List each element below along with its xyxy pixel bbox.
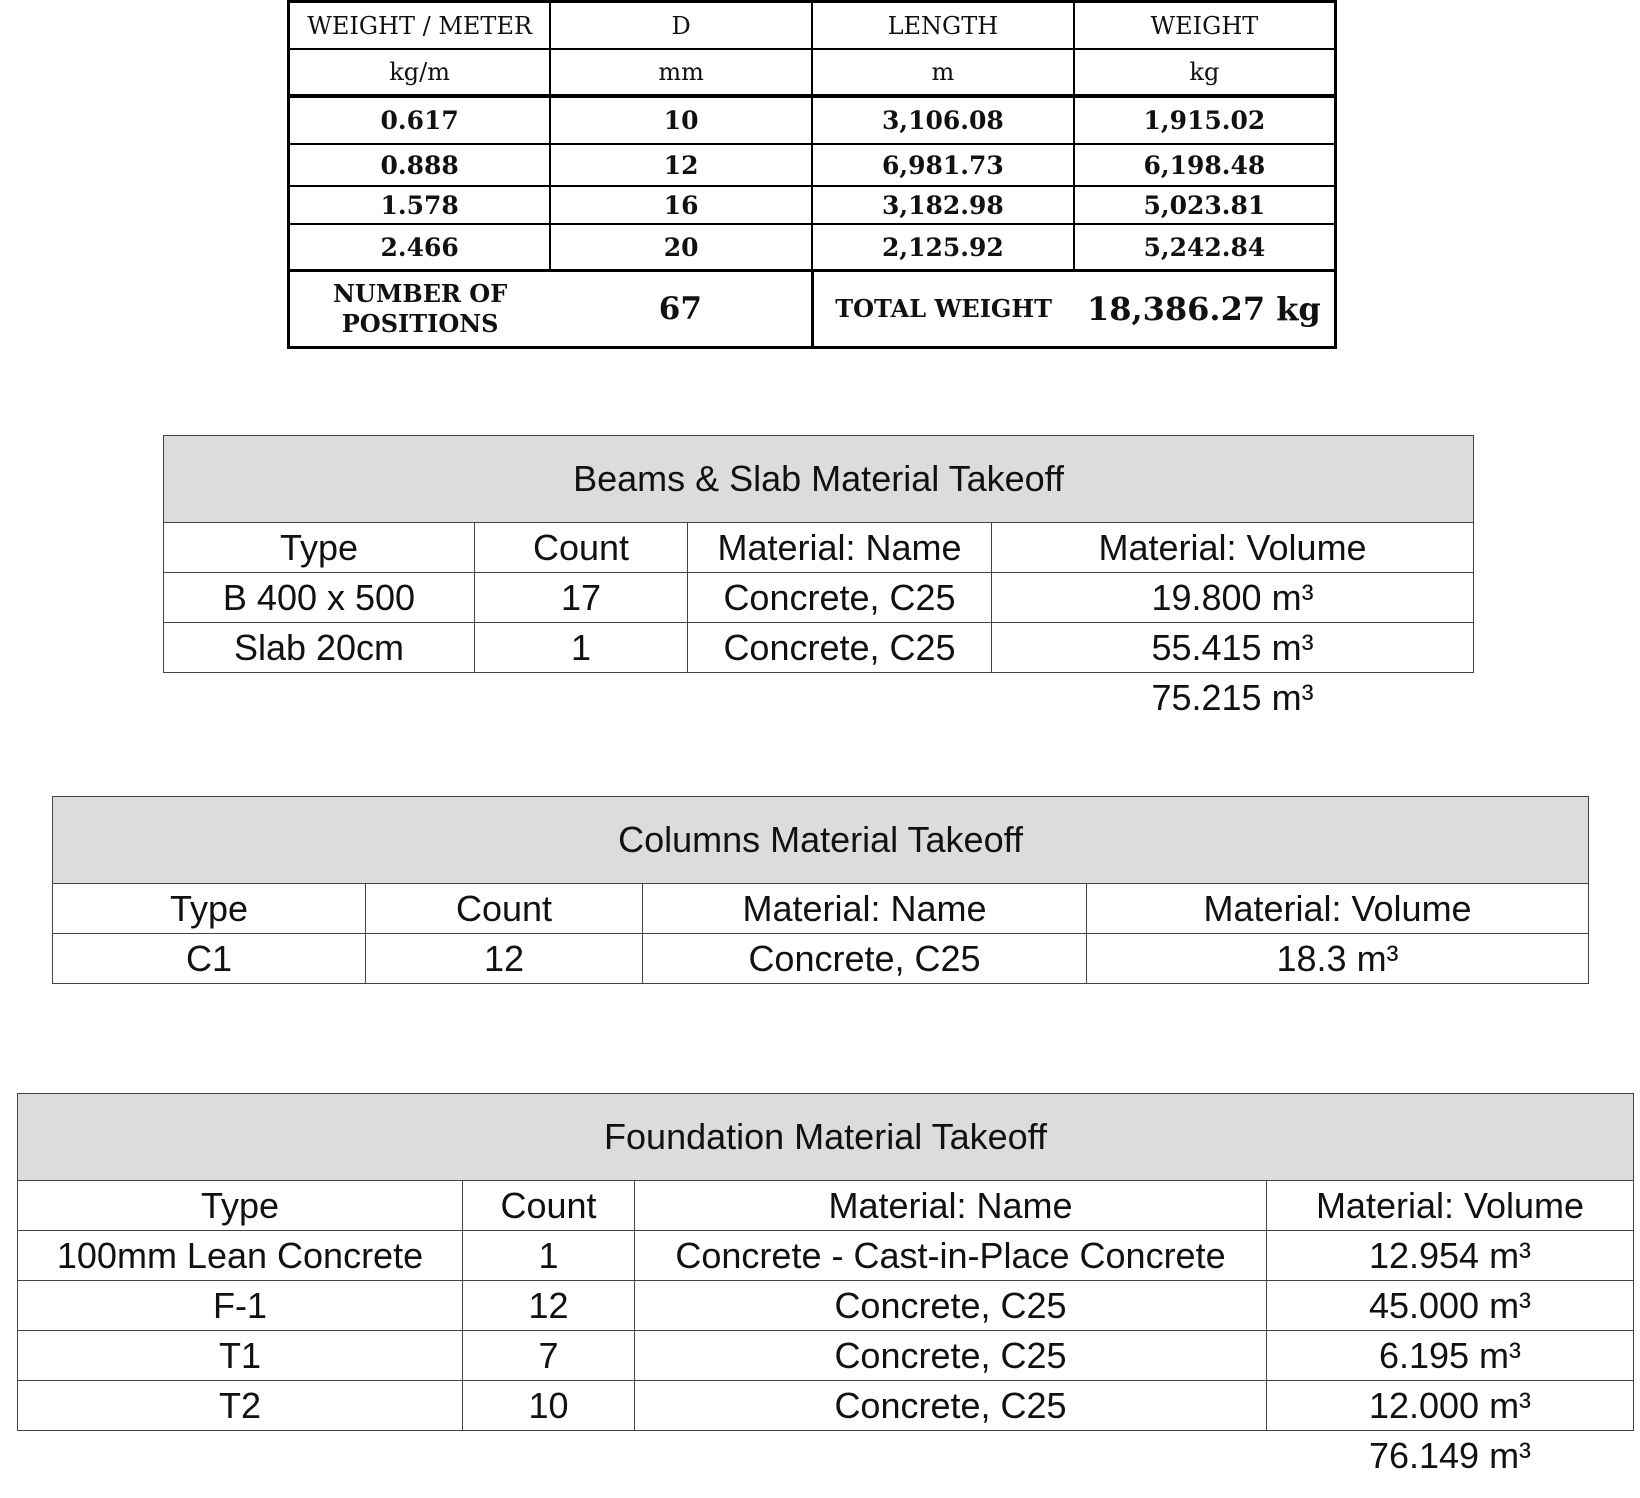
unit-weight: kg <box>1074 49 1336 96</box>
schedule-total-row <box>164 673 1474 723</box>
cell-count: 12 <box>366 934 643 984</box>
schedule-header-row <box>164 523 1474 573</box>
cell-count: 17 <box>475 573 688 623</box>
cell-type: B 400 x 500 <box>164 573 475 623</box>
table-row <box>18 1281 1634 1331</box>
header-material-name: Material: Name <box>688 523 992 573</box>
cell-count: 10 <box>463 1381 635 1431</box>
cell-type: F-1 <box>18 1281 463 1331</box>
empty-cell <box>164 673 475 723</box>
table-row <box>289 96 1336 144</box>
cell-material-volume: 18.3 m³ <box>1087 934 1589 984</box>
rebar-unit-row <box>289 49 1336 96</box>
cell-material-volume: 45.000 m³ <box>1267 1281 1634 1331</box>
schedule-header-row <box>18 1181 1634 1231</box>
cell-type: C1 <box>53 934 366 984</box>
empty-cell <box>688 673 992 723</box>
unit-weight-per-meter: kg/m <box>289 49 551 96</box>
cell-length: 3,182.98 <box>812 186 1074 224</box>
schedule-title-row <box>18 1094 1634 1181</box>
number-of-positions-label <box>289 271 551 348</box>
empty-cell <box>475 673 688 723</box>
rebar-summary-row <box>289 271 1336 348</box>
cell-material-name: Concrete, C25 <box>635 1331 1267 1381</box>
cell-weight: 6,198.48 <box>1074 144 1336 186</box>
header-count: Count <box>475 523 688 573</box>
cell-material-volume: 55.415 m³ <box>992 623 1474 673</box>
cell-type: 100mm Lean Concrete <box>18 1231 463 1281</box>
header-length: LENGTH <box>812 2 1074 50</box>
schedule-title: Columns Material Takeoff <box>53 797 1589 884</box>
empty-cell <box>635 1431 1267 1481</box>
cell-diameter: 16 <box>550 186 812 224</box>
cell-diameter: 12 <box>550 144 812 186</box>
cell-count: 1 <box>463 1231 635 1281</box>
schedule-total-row <box>18 1431 1634 1481</box>
header-type: Type <box>164 523 475 573</box>
cell-weight-per-meter: 0.617 <box>289 96 551 144</box>
cell-material-name: Concrete, C25 <box>643 934 1087 984</box>
cell-material-name: Concrete, C25 <box>635 1381 1267 1431</box>
cell-material-name: Concrete - Cast-in-Place Concrete <box>635 1231 1267 1281</box>
table-row <box>53 934 1589 984</box>
cell-weight: 5,242.84 <box>1074 224 1336 271</box>
table-row <box>164 623 1474 673</box>
table-row <box>289 224 1336 271</box>
cell-material-name: Concrete, C25 <box>688 573 992 623</box>
header-weight-per-meter: WEIGHT / METER <box>289 2 551 50</box>
cell-material-volume: 19.800 m³ <box>992 573 1474 623</box>
table-row <box>289 186 1336 224</box>
cell-material-volume: 6.195 m³ <box>1267 1331 1634 1381</box>
empty-cell <box>463 1431 635 1481</box>
schedule-title: Foundation Material Takeoff <box>18 1094 1634 1181</box>
cell-diameter: 10 <box>550 96 812 144</box>
cell-material-name: Concrete, C25 <box>688 623 992 673</box>
table-row <box>18 1381 1634 1431</box>
header-material-volume: Material: Volume <box>1087 884 1589 934</box>
columns-takeoff-table <box>52 796 1589 984</box>
foundation-takeoff-table <box>17 1093 1634 1480</box>
header-type: Type <box>53 884 366 934</box>
schedule-title-row <box>53 797 1589 884</box>
cell-type: T2 <box>18 1381 463 1431</box>
schedule-title: Beams & Slab Material Takeoff <box>164 436 1474 523</box>
cell-count: 1 <box>475 623 688 673</box>
table-row <box>18 1231 1634 1281</box>
cell-count: 12 <box>463 1281 635 1331</box>
cell-length: 6,981.73 <box>812 144 1074 186</box>
rebar-header-row <box>289 2 1336 50</box>
header-material-name: Material: Name <box>635 1181 1267 1231</box>
header-type: Type <box>18 1181 463 1231</box>
cell-length: 2,125.92 <box>812 224 1074 271</box>
cell-weight-per-meter: 2.466 <box>289 224 551 271</box>
number-of-positions-label-line2: POSITIONS <box>341 309 499 338</box>
cell-count: 7 <box>463 1331 635 1381</box>
cell-type: T1 <box>18 1331 463 1381</box>
table-row <box>18 1331 1634 1381</box>
header-diameter: D <box>550 2 812 50</box>
cell-material-volume: 12.000 m³ <box>1267 1381 1634 1431</box>
header-weight: WEIGHT <box>1074 2 1336 50</box>
total-volume: 75.215 m³ <box>1151 676 1314 718</box>
cell-type: Slab 20cm <box>164 623 475 673</box>
schedule-title-row <box>164 436 1474 523</box>
total-weight-value: 18,386.27 kg <box>1074 271 1336 348</box>
number-of-positions-label-line1: NUMBER OF <box>332 279 508 308</box>
table-row <box>289 144 1336 186</box>
cell-length: 3,106.08 <box>812 96 1074 144</box>
unit-diameter: mm <box>550 49 812 96</box>
total-weight-label: TOTAL WEIGHT <box>812 271 1074 348</box>
cell-weight-per-meter: 1.578 <box>289 186 551 224</box>
schedule-header-row <box>53 884 1589 934</box>
header-count: Count <box>463 1181 635 1231</box>
header-material-volume: Material: Volume <box>992 523 1474 573</box>
header-material-name: Material: Name <box>643 884 1087 934</box>
cell-weight-per-meter: 0.888 <box>289 144 551 186</box>
header-count: Count <box>366 884 643 934</box>
header-material-volume: Material: Volume <box>1267 1181 1634 1231</box>
cell-material-name: Concrete, C25 <box>635 1281 1267 1331</box>
unit-length: m <box>812 49 1074 96</box>
cell-material-volume: 12.954 m³ <box>1267 1231 1634 1281</box>
table-row <box>164 573 1474 623</box>
cell-weight: 5,023.81 <box>1074 186 1336 224</box>
beams-slab-takeoff-table <box>163 435 1474 722</box>
empty-cell <box>18 1431 463 1481</box>
total-volume: 76.149 m³ <box>1368 1434 1532 1476</box>
cell-diameter: 20 <box>550 224 812 271</box>
number-of-positions-value: 67 <box>550 271 812 348</box>
rebar-summary-table <box>287 0 1337 349</box>
cell-weight: 1,915.02 <box>1074 96 1336 144</box>
